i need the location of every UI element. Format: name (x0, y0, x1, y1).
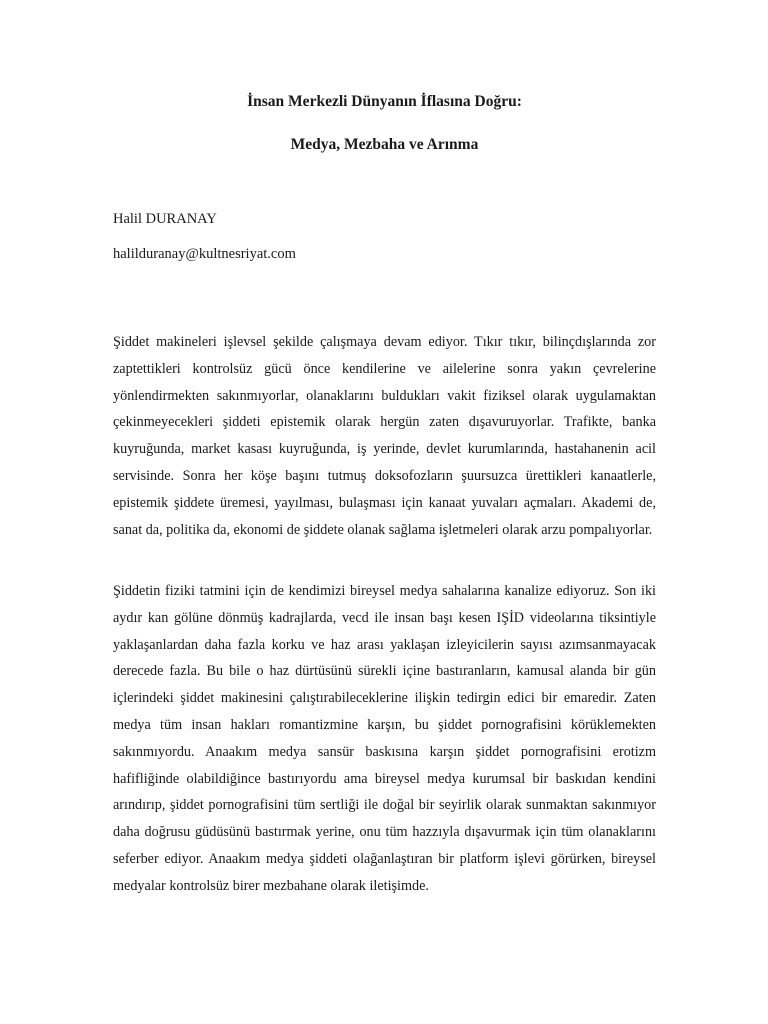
document-subtitle: Medya, Mezbaha ve Arınma (290, 136, 479, 153)
body-paragraph-1: Şiddet makineleri işlevsel şekilde çalışmaya devam ediyor. Tıkır tıkır, bilinçdışlarında zor zaptettikleri kontrolsüz gücü önce kendilerine ve ailelerine sonra yakın çevrelerine yönlendirmekten sakınmıyorlar, olanaklarını buldukları vakit fiziksel olarak uygulamaktan çekinmeyecekleri şiddeti epistemik olarak hergün zaten dışavuruyorlar. Trafikte, banka kuyruğunda, market kasası kuyruğunda, iş yerinde, devlet kurumlarında, hastahanenin acil servisinde. Sonra her köşe başını tutmuş doksofozların şuursuzca ürettikleri kanaatlerle, epistemik şiddete üremesi, yayılması, bulaşması için kanaat yuvaları açmaları. Akademi de, sanat da, politika da, ekonomi de şiddete olanak sağlama işletmeleri olarak arzu pompalıyorlar. (113, 334, 656, 538)
document-page (113, 0, 656, 1024)
body-paragraph-2: Şiddetin fiziki tatmini için de kendimizi bireysel medya sahalarına kanalize ediyoruz. Son iki aydır kan gölüne dönmüş kadrajlarda, vecd ile insan başı kesen IŞİD videolarına tiksintiyle yaklaşanlardan daha fazla korku ve haz arası yaklaşan izleyicilerin sayısı azımsanmayacak derecede fazla. Bu bile o haz dürtüsünü sürekli içine bastıranların, kamusal alanda bir gün içlerindeki şiddet makinesini çalıştırabileceklerine ilişkin tedirgin edici bir emaredir. Zaten medya tüm insan hakları romantizmine karşın, bu şiddet pornografisini körüklemekten sakınmıyordu. Anaakım medya sansür baskısına karşın şiddet pornografisini erotizm hafifliğinde olabildiğince bastırıyordu ama bireysel medya kurumsal bir baskıdan kendini arındırıp, şiddet pornografisini tüm sertliği ile doğal bir seyirlik olarak sunmaktan sakınmıyor daha doğrusu güdüsünü bastırmak yerine, onu tüm hazzıyla dışavurmak için tüm olanaklarını seferber ediyor. Anaakım medya şiddeti olağanlaştıran bir platform işlevi görürken, bireysel medyalar kontrolsüz birer mezbahane olarak iletişimde. (113, 583, 656, 894)
author-email: halilduranay@kultnesriyat.com (113, 246, 296, 262)
document-title: İnsan Merkezli Dünyanın İflasına Doğru: (247, 93, 522, 110)
author-name: Halil DURANAY (113, 211, 217, 227)
